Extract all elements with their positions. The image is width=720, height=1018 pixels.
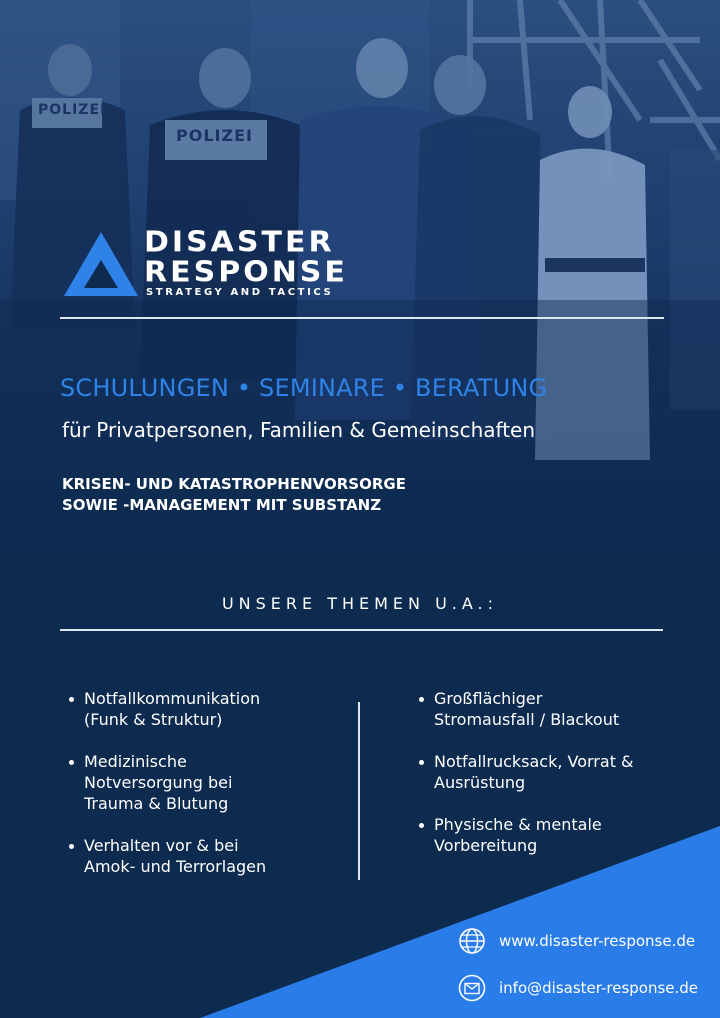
logo-word-disaster: DISASTER bbox=[144, 225, 335, 260]
list-item: Großflächiger Stromausfall / Blackout bbox=[418, 688, 668, 730]
vest-label: POLIZEI bbox=[38, 102, 107, 118]
list-item: Notfallrucksack, Vorrat & Ausrüstung bbox=[418, 751, 668, 793]
column-divider bbox=[358, 702, 360, 880]
globe-icon bbox=[458, 927, 486, 955]
list-item: Notfallkommunikation (Funk & Struktur) bbox=[68, 688, 318, 730]
email-link[interactable]: info@disaster-response.de bbox=[499, 979, 699, 997]
topics-list-left bbox=[68, 688, 318, 898]
subhead: für Privatpersonen, Familien & Gemeinschaften bbox=[62, 418, 536, 442]
tagline-line: KRISEN- UND KATASTROPHENVORSORGE bbox=[62, 475, 406, 493]
envelope-icon bbox=[458, 974, 486, 1002]
vest-label: POLIZEI bbox=[176, 126, 253, 145]
topics-list-right bbox=[418, 688, 668, 877]
website-link[interactable]: www.disaster-response.de bbox=[499, 932, 696, 950]
list-item: Medizinische Notversorgung bei Trauma & Blutung bbox=[68, 751, 318, 814]
headline: SCHULUNGEN • SEMINARE • BERATUNG bbox=[60, 374, 548, 402]
topics-heading: UNSERE THEMEN U.A.: bbox=[221, 594, 499, 613]
list-item: Physische & mentale Vorbereitung bbox=[418, 814, 668, 856]
logo-word-response: RESPONSE bbox=[144, 255, 348, 290]
tagline-line: SOWIE -MANAGEMENT MIT SUBSTANZ bbox=[62, 496, 382, 514]
list-item: Verhalten vor & bei Amok- und Terrorlagen bbox=[68, 835, 318, 877]
logo-tagline: STRATEGY AND TACTICS bbox=[146, 287, 334, 298]
